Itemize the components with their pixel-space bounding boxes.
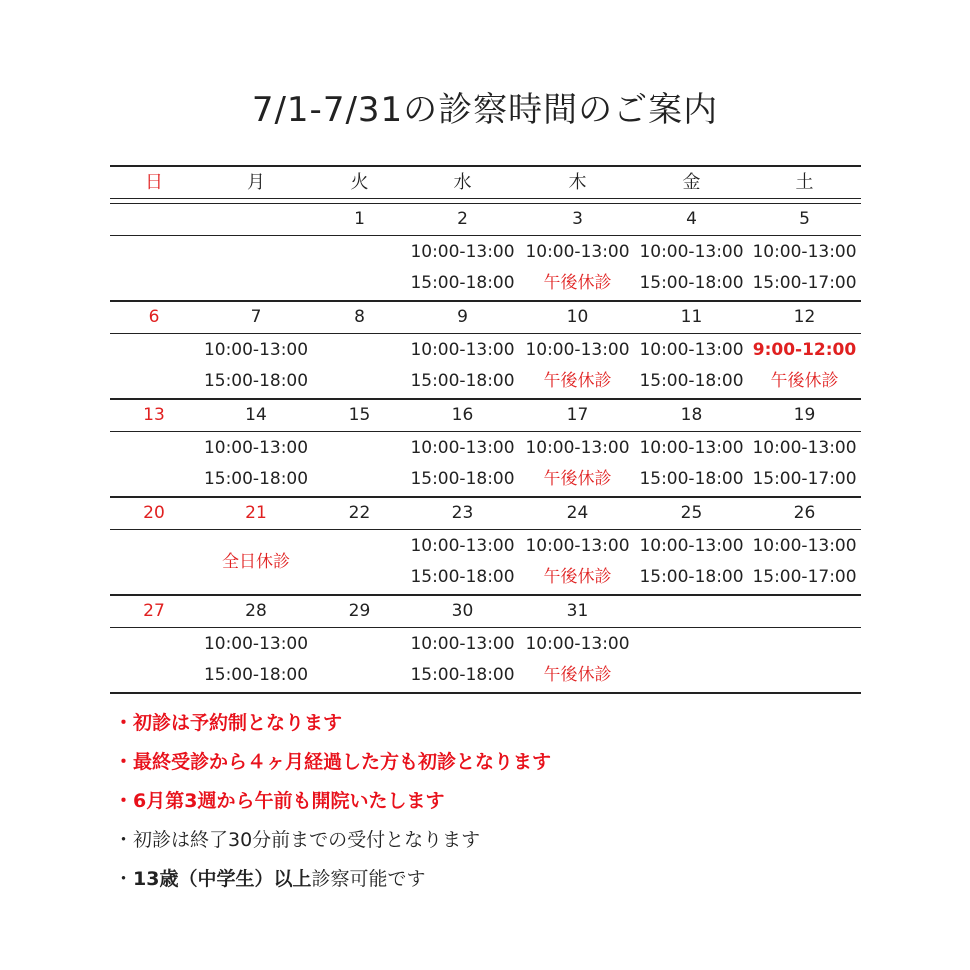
hours-text: 10:00-13:00 (410, 242, 515, 262)
date-cell: 8 (354, 307, 365, 327)
hours-text: 15:00-18:00 (639, 273, 744, 293)
week-2 (110, 302, 861, 400)
notes-list (114, 704, 551, 899)
hours-text: 午後休診 (543, 469, 612, 489)
hours-cell (748, 432, 861, 496)
note-age-rest: 診察可能です (311, 868, 426, 890)
hours-text: 10:00-13:00 (410, 634, 515, 654)
date-cell: 4 (686, 209, 697, 229)
date-cell: 29 (348, 601, 371, 621)
note-age-prefix: ・ (114, 868, 134, 890)
hours-cell (314, 530, 405, 594)
hours-cell (314, 334, 405, 398)
hours-cell (520, 530, 635, 594)
note-age-bold: 13歳（中学生）以上 (133, 868, 312, 890)
hours-text: 10:00-13:00 (203, 438, 309, 458)
hours-text: 10:00-13:00 (639, 242, 744, 262)
week-4 (110, 498, 861, 596)
hours-cell (520, 628, 635, 692)
date-cell: 10 (566, 307, 589, 327)
hours-text: 10:00-13:00 (203, 634, 309, 654)
hours-cell (748, 334, 861, 398)
hours-text: 10:00-13:00 (639, 340, 744, 360)
hours-cell (314, 628, 405, 692)
date-row (110, 400, 861, 432)
hours-text: 午後休診 (543, 371, 612, 391)
hours-text: 15:00-17:00 (752, 469, 857, 489)
date-row (110, 498, 861, 530)
hours-text: 10:00-13:00 (639, 438, 744, 458)
hours-text: 15:00-18:00 (639, 371, 744, 391)
date-cell: 15 (348, 405, 371, 425)
hours-text: 午後休診 (543, 273, 612, 293)
weekday-5: 金 (682, 172, 701, 193)
date-cell: 24 (566, 503, 589, 523)
weekday-header (110, 165, 861, 199)
hours-text: 10:00-13:00 (525, 536, 630, 556)
hours-cell (520, 334, 635, 398)
date-row (110, 302, 861, 334)
weekday-2: 火 (350, 172, 369, 193)
date-cell: 23 (451, 503, 474, 523)
hours-cell (110, 334, 198, 398)
hours-text: 10:00-13:00 (752, 438, 857, 458)
date-cell: 21 (245, 503, 267, 523)
hours-cell (314, 236, 405, 300)
date-cell (748, 596, 861, 627)
hours-text: 10:00-13:00 (525, 438, 630, 458)
hours-text: 10:00-13:00 (752, 242, 857, 262)
hours-text: 15:00-18:00 (639, 469, 744, 489)
date-cell: 16 (451, 405, 474, 425)
hours-row (110, 432, 861, 496)
weekday-3: 水 (453, 172, 472, 193)
date-row (110, 596, 861, 628)
hours-text: 15:00-18:00 (410, 371, 515, 391)
hours-cell (198, 236, 314, 300)
hours-cell (198, 628, 314, 692)
week-1 (110, 204, 861, 302)
date-cell: 9 (457, 307, 468, 327)
weekday-0: 日 (145, 172, 163, 193)
hours-text: 15:00-18:00 (203, 665, 309, 685)
note-age-limit (114, 860, 551, 899)
hours-cell (110, 530, 198, 594)
hours-cell (520, 432, 635, 496)
hours-cell (635, 236, 748, 300)
hours-text: 15:00-18:00 (410, 469, 515, 489)
date-cell: 1 (354, 209, 365, 229)
hours-text: 15:00-18:00 (203, 469, 309, 489)
hours-text: 10:00-13:00 (752, 536, 857, 556)
note-reception-cutoff: ・初診は終了30分前までの受付となります (114, 829, 481, 851)
date-cell: 14 (245, 405, 267, 425)
hours-cell (198, 334, 314, 398)
hours-text: 15:00-18:00 (410, 273, 515, 293)
date-cell: 31 (566, 601, 589, 621)
hours-cell (635, 432, 748, 496)
weekday-4: 木 (568, 172, 587, 193)
hours-text: 10:00-13:00 (410, 438, 515, 458)
hours-row (110, 236, 861, 300)
hours-cell (110, 628, 198, 692)
hours-cell (198, 530, 314, 594)
hours-text: 10:00-13:00 (639, 536, 744, 556)
hours-cell (748, 236, 861, 300)
weekday-1: 月 (247, 172, 265, 193)
hours-text: 10:00-13:00 (525, 242, 630, 262)
date-cell (110, 204, 198, 235)
hours-text: 全日休診 (222, 551, 290, 572)
date-row (110, 204, 861, 236)
hours-cell (110, 432, 198, 496)
date-cell (198, 204, 314, 235)
hours-cell (748, 628, 861, 692)
date-cell: 22 (348, 503, 371, 523)
hours-cell (635, 530, 748, 594)
week-5 (110, 596, 861, 694)
date-cell (635, 596, 748, 627)
hours-text: 15:00-18:00 (410, 567, 515, 587)
hours-cell (314, 432, 405, 496)
hours-text: 10:00-13:00 (410, 340, 515, 360)
date-cell: 28 (245, 601, 267, 621)
hours-text: 10:00-13:00 (410, 536, 515, 556)
hours-text: 15:00-17:00 (752, 567, 857, 587)
hours-text: 15:00-18:00 (639, 567, 744, 587)
weekday-6: 土 (795, 172, 814, 193)
hours-cell (198, 432, 314, 496)
date-cell: 30 (451, 601, 474, 621)
date-cell: 3 (572, 209, 583, 229)
hours-cell (520, 236, 635, 300)
hours-text: 9:00-12:00 (752, 340, 857, 360)
hours-cell (405, 236, 520, 300)
hours-text: 午後休診 (770, 371, 839, 391)
hours-row (110, 628, 861, 692)
hours-cell (110, 236, 198, 300)
hours-text: 10:00-13:00 (203, 340, 309, 360)
date-cell: 13 (143, 405, 165, 425)
note-first-visit-reservation: ・初診は予約制となります (114, 712, 343, 734)
schedule-table (110, 165, 861, 694)
hours-text: 15:00-18:00 (203, 371, 309, 391)
note-four-months-first-visit: ・最終受診から４ヶ月経過した方も初診となります (114, 751, 552, 773)
date-cell: 5 (799, 209, 810, 229)
page-title: 7/1-7/31の診察時間のご案内 (251, 90, 719, 130)
hours-cell (635, 334, 748, 398)
date-cell: 27 (143, 601, 165, 621)
hours-cell (748, 530, 861, 594)
hours-cell (405, 530, 520, 594)
date-cell: 11 (680, 307, 703, 327)
date-cell: 6 (148, 307, 160, 327)
hours-cell (635, 628, 748, 692)
week-3 (110, 400, 861, 498)
hours-text: 午後休診 (543, 567, 612, 587)
note-morning-open: ・6月第3週から午前も開院いたします (114, 790, 445, 812)
date-cell: 25 (680, 503, 703, 523)
date-cell: 20 (143, 503, 165, 523)
date-cell: 26 (793, 503, 816, 523)
hours-text: 15:00-18:00 (410, 665, 515, 685)
hours-row (110, 334, 861, 398)
hours-cell (405, 432, 520, 496)
date-cell: 7 (250, 307, 262, 327)
date-cell: 17 (566, 405, 589, 425)
hours-text: 15:00-17:00 (752, 273, 857, 293)
date-cell: 19 (793, 405, 816, 425)
date-cell: 18 (680, 405, 703, 425)
hours-cell (405, 334, 520, 398)
hours-cell (405, 628, 520, 692)
date-cell: 2 (457, 209, 468, 229)
hours-text: 10:00-13:00 (525, 634, 630, 654)
hours-row (110, 530, 861, 594)
hours-text: 午後休診 (543, 665, 612, 685)
hours-text: 10:00-13:00 (525, 340, 630, 360)
date-cell: 12 (793, 307, 816, 327)
